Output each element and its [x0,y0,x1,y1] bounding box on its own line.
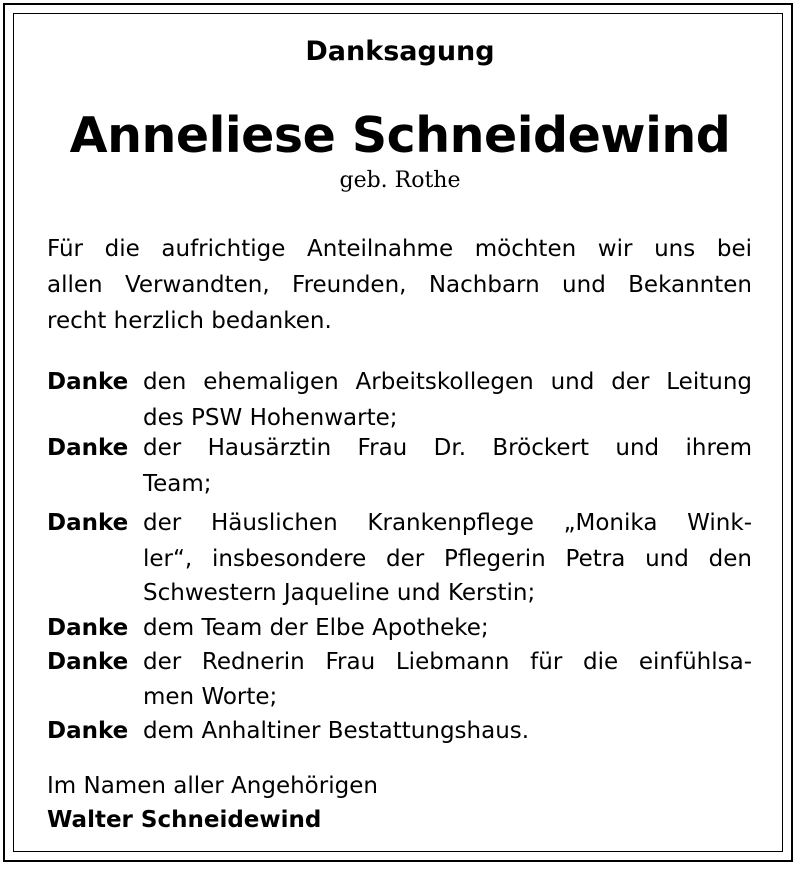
danke-label: Danke [47,718,129,744]
thanks-line: dem Anhaltiner Bestattungshaus. [143,718,530,744]
thanks-line: Schwestern Jaqueline und Kerstin; [143,580,536,606]
thanks-line: ler“, insbesondere der Pflegerin Petra und den [143,546,752,572]
closing-line: Im Namen aller Angehörigen [47,773,378,799]
danke-label: Danke [47,510,129,536]
notice-heading: Danksagung [305,36,495,67]
danke-label: Danke [47,649,129,675]
thanks-line: Team; [143,471,212,497]
danke-label: Danke [47,435,129,461]
danke-label: Danke [47,369,129,395]
intro-line: Für die aufrichtige Anteilnahme möchten wir uns bei [47,236,752,262]
thanks-line: der Hausärztin Frau Dr. Bröckert und ihrem [143,435,752,461]
thanks-line: der Rednerin Frau Liebmann für die einfühlsa- [143,649,752,675]
thanks-line: men Worte; [143,684,278,710]
thanks-line: des PSW Hohenwarte; [143,405,398,431]
maiden-name: geb. Rothe [339,168,461,193]
deceased-name: Anneliese Schneidewind [69,107,731,164]
intro-line: allen Verwandten, Freunden, Nachbarn und Bekannten [47,272,752,298]
thanks-line: der Häuslichen Krankenpflege „Monika Wink- [143,510,752,536]
intro-line: recht herzlich bedanken. [47,308,332,334]
thanks-line: den ehemaligen Arbeitskollegen und der Leitung [143,369,752,395]
thanks-line: dem Team der Elbe Apotheke; [143,615,489,641]
signature-name: Walter Schneidewind [47,807,322,833]
danke-label: Danke [47,615,129,641]
